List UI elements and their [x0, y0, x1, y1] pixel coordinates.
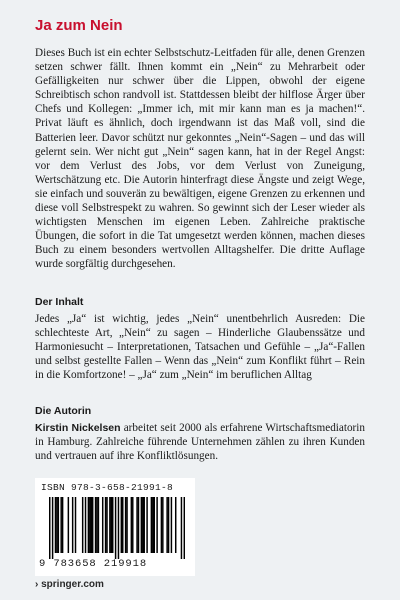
barcode-bar [125, 497, 126, 553]
barcode-bar [111, 497, 112, 553]
barcode-bar [85, 497, 86, 553]
barcode-bar [161, 497, 162, 553]
ean-digits: 9 783658 219918 [39, 558, 148, 570]
barcode-bar [142, 497, 143, 553]
author-name: Kirstin Nickelsen [35, 422, 121, 434]
barcode-bar [106, 497, 107, 553]
barcode-bar [58, 497, 59, 553]
barcode-bar [118, 497, 119, 559]
barcode-bar [91, 497, 92, 553]
barcode-bar [75, 497, 76, 553]
barcode-bar [88, 497, 89, 553]
barcode-bar [102, 497, 103, 553]
barcode-bar [115, 497, 116, 559]
barcode-bar [121, 497, 122, 553]
barcode-bar [49, 497, 50, 559]
barcode-bar [122, 497, 123, 553]
barcode-bar [143, 497, 144, 553]
barcode-bar [132, 497, 133, 553]
barcode-bar [68, 497, 69, 553]
autorin-heading: Die Autorin [35, 405, 92, 417]
barcode-bar [92, 497, 93, 553]
author-bio: arbeitet seit 2000 als erfahrene Wirtschaftsmediatorin in Hamburg. Zahlreiche führende Unternehmen zählen zu ihren Kunden und vertrauen auf ihre Konfliktlösungen. [35, 422, 365, 463]
barcode-box [35, 478, 195, 576]
barcode-bar [62, 497, 63, 553]
autorin-paragraph [35, 421, 365, 463]
barcode-bar [171, 497, 172, 553]
barcode-icon [49, 497, 185, 559]
barcode-bar [82, 497, 83, 553]
barcode-bar [60, 497, 61, 553]
barcode-bar [168, 497, 169, 553]
inhalt-heading: Der Inhalt [35, 296, 84, 308]
barcode-bar [126, 497, 127, 553]
barcode-bar [89, 497, 90, 553]
barcode-bar [151, 497, 152, 553]
barcode-bar [184, 497, 185, 559]
cover-title: Ja zum Nein [35, 17, 123, 34]
barcode-bar [154, 497, 155, 553]
barcode-bar [55, 497, 56, 553]
barcode-bar [98, 497, 99, 553]
barcode-bar [175, 497, 176, 553]
barcode-bar [56, 497, 57, 553]
inhalt-text: Jedes „Ja“ ist wichtig, jedes „Nein“ unentbehrlich Ausreden: Die schlechteste Art, „Nein“ zu sagen – Hinderliche Glaubenssätze und Harmoniesucht – Interpretationen, Tatsachen und Gefühle – „Ja“-Fallen und selbst gestellte Fallen – Wenn das „Nein“ zum Konflikt führt – Rein in die Komfortzone! – „Ja“ zum „Nein“ im beruflichen Alltag [35, 313, 365, 382]
barcode-bar [72, 497, 73, 553]
barcode-bar [131, 497, 132, 553]
barcode-bar [96, 497, 97, 553]
barcode-bar [166, 497, 167, 553]
barcode-bar [52, 497, 53, 559]
barcode-bar [141, 497, 142, 553]
barcode-bar [146, 497, 147, 553]
barcode-bar [152, 497, 153, 553]
barcode-bar [95, 497, 96, 553]
barcode-bar [105, 497, 106, 553]
blurb-text: Dieses Buch ist ein echter Selbstschutz-Leitfaden für alle, denen Grenzen setzen schwer fällt. Ihnen kommt ein „Nein“ zu Mehrarbeit oder Gefälligkeiten nur schwer über die Lippen, obwohl der eigene Schreibtisch schon randvoll ist. Stattdessen bleibt der hilflose Ärger über Chefs und Kollegen: „Immer ich, mit mir kann man es ja machen!“. Privat läuft es ähnlich, doch irgendwann ist das Maß voll, sind die Batterien leer. Davor schützt nur gekonntes „Nein“-Sagen – und das will gelernt sein. Wer nicht gut „Nein“ sagen kann, hat in der Regel Angst: vor dem Verlust des Jobs, vor dem Verlust von Zuneigung, Wertschätzung etc. Die Autorin hinterfragt diese Ängste und zeigt Wege, sie einfach und souverän zu bewältigen, eigene Grenzen zu erkennen und diese voll Selbstrespekt zu wahren. So gewinnt sich der Leser wieder als wichtigsten Menschen im eigenen Leben. Zahlreiche praktische Übungen, die sofort in die Tat umgesetzt werden können, machen dieses Buch zu einem besonders wertvollen Alltagshelfer. Die dritte Auflage wurde sorgfältig durchgesehen. [35, 47, 365, 271]
barcode-bar [162, 497, 163, 553]
barcode-bar [138, 497, 139, 553]
barcode-bar [112, 497, 113, 553]
barcode-bar [109, 497, 110, 553]
publisher-link[interactable]: › springer.com [35, 579, 104, 590]
isbn-label: ISBN 978-3-658-21991-8 [41, 482, 174, 493]
barcode-bar [136, 497, 137, 553]
barcode-bar [156, 497, 157, 553]
barcode-bar [181, 497, 182, 559]
